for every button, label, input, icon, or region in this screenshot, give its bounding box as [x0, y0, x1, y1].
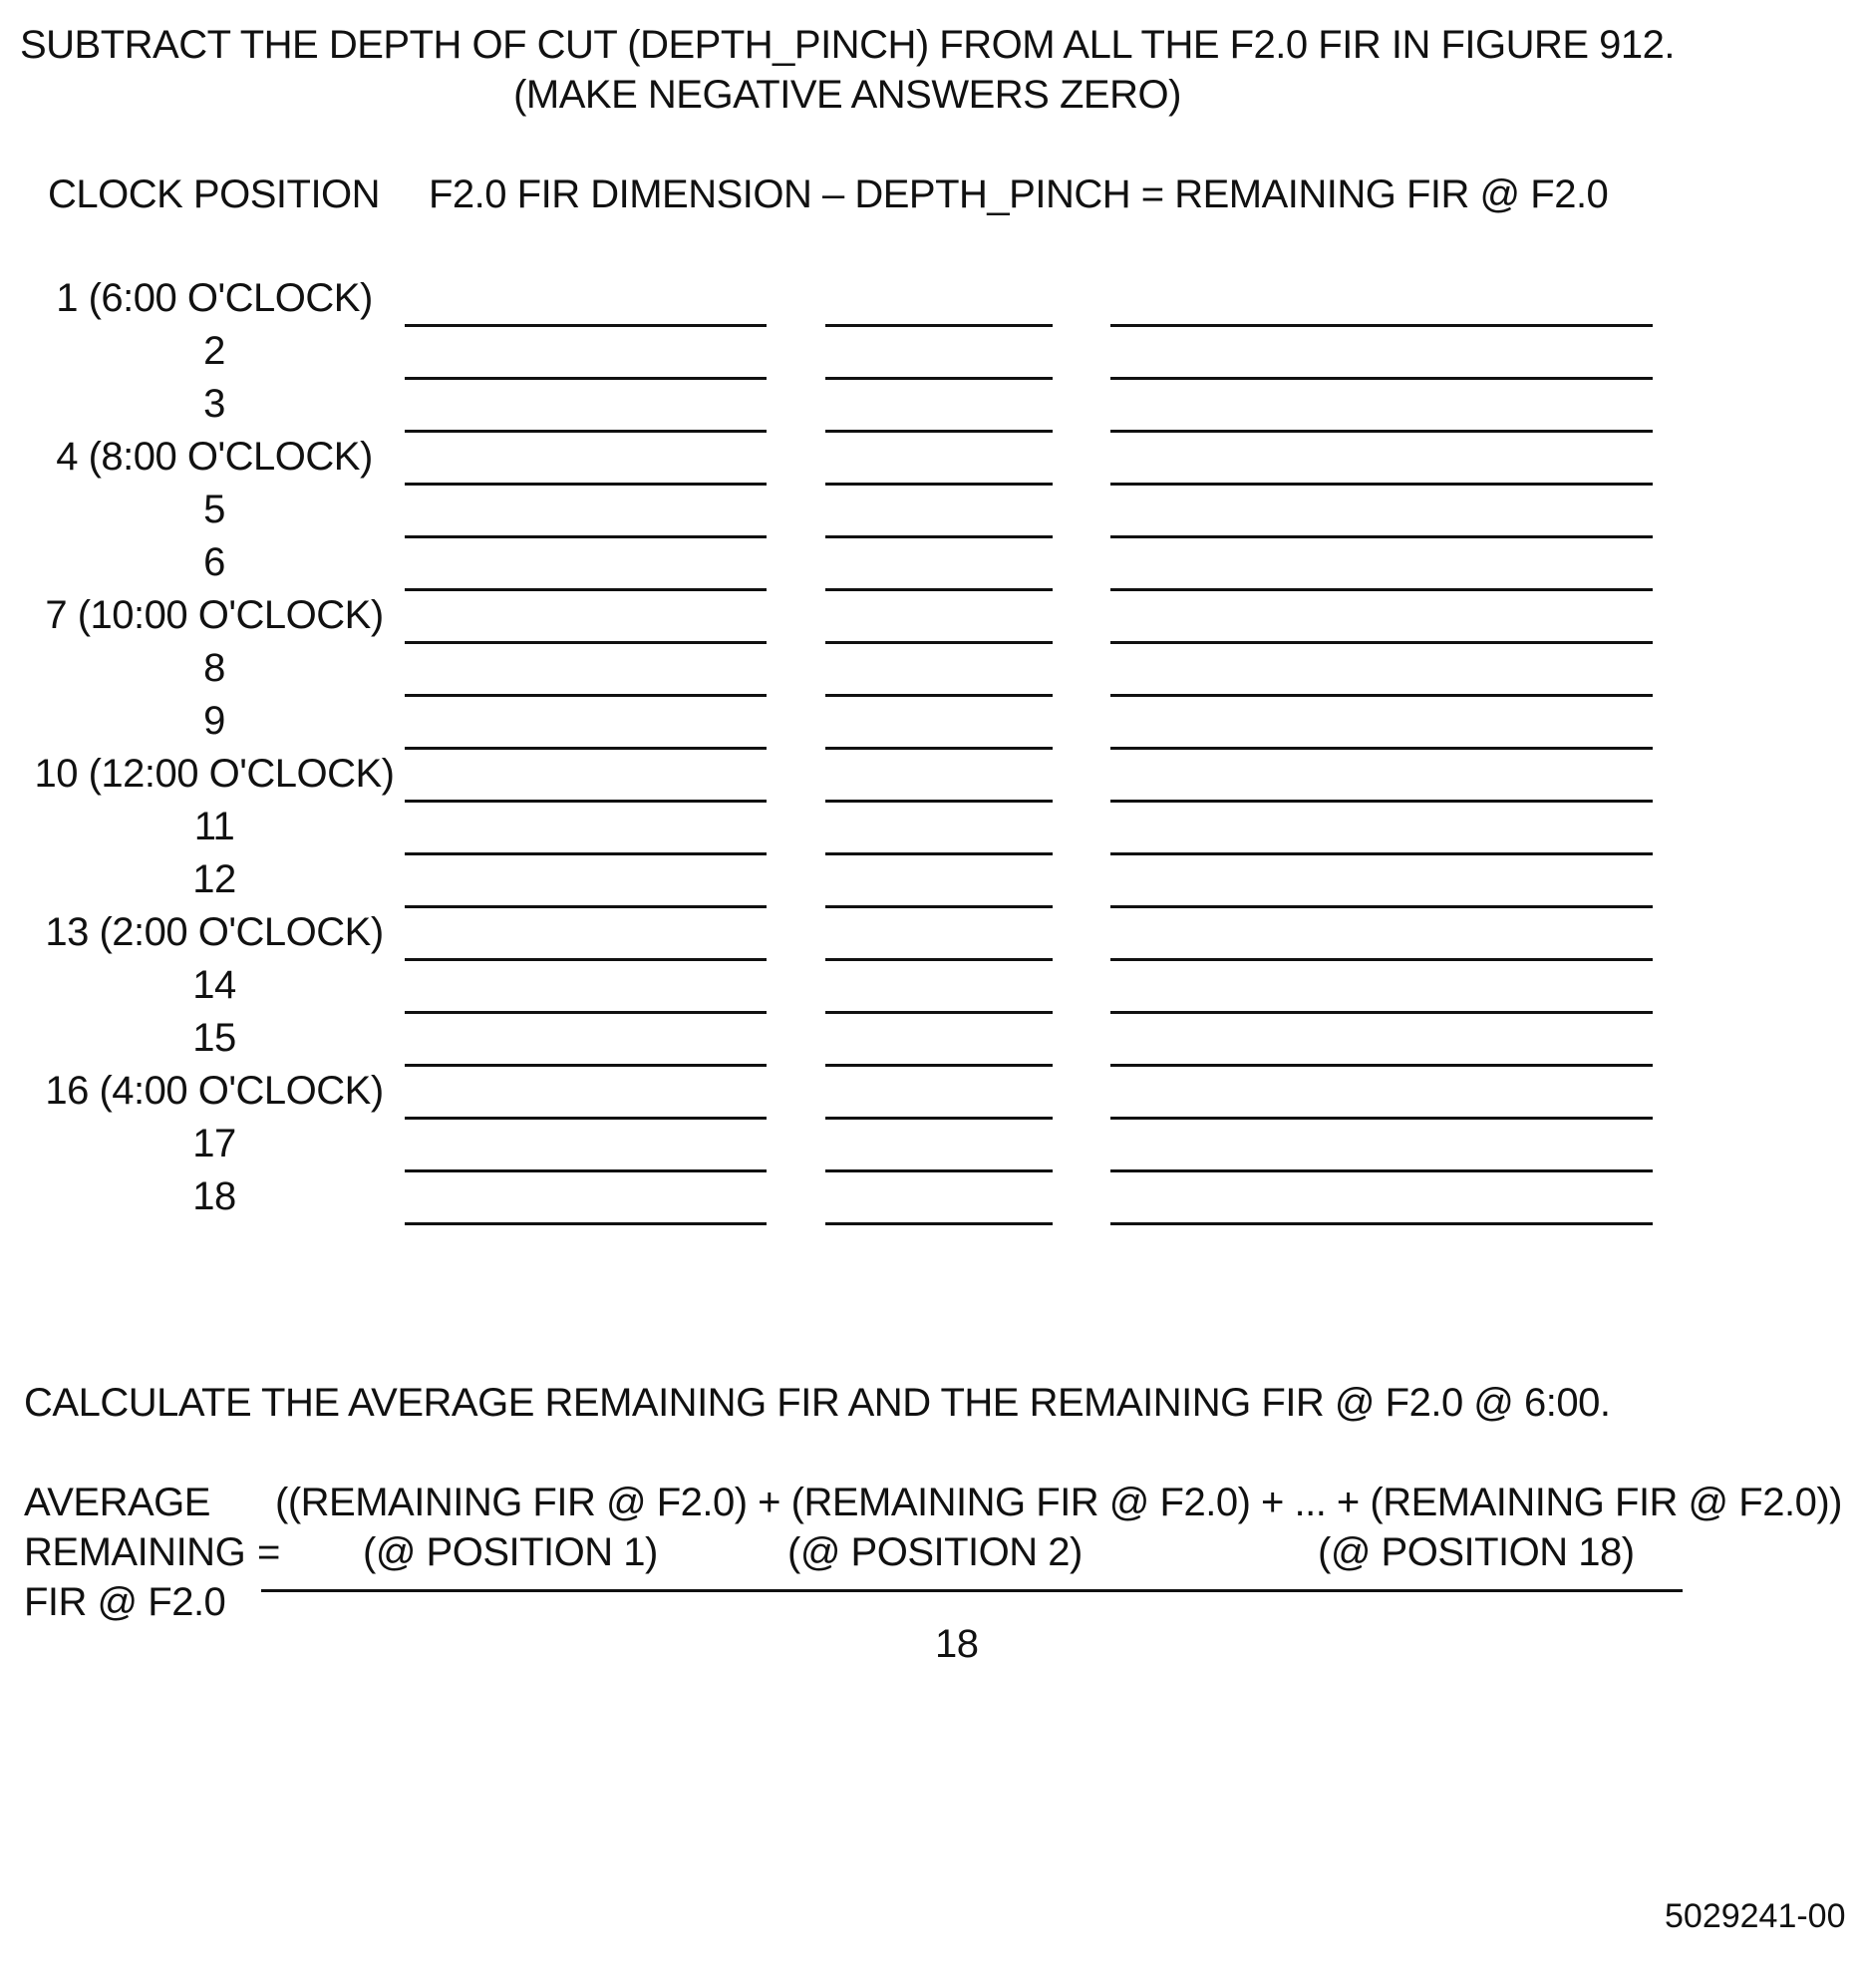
- formula-numerator: ((REMAINING FIR @ F2.0) + (REMAINING FIR @ F2.0) + ... + (REMAINING FIR @ F2.0)): [275, 1481, 1842, 1524]
- clock-position-label: 7 (10:00 O'CLOCK): [45, 593, 384, 637]
- fir-dimension-blank[interactable]: [405, 483, 767, 486]
- fir-dimension-blank[interactable]: [405, 1222, 767, 1225]
- fir-dimension-blank[interactable]: [405, 430, 767, 433]
- fir-dimension-blank[interactable]: [405, 641, 767, 644]
- fir-dimension-blank[interactable]: [405, 1064, 767, 1067]
- remaining-fir-blank[interactable]: [1110, 324, 1653, 327]
- remaining-fir-blank[interactable]: [1110, 1117, 1653, 1120]
- fraction-bar: [261, 1589, 1683, 1592]
- remaining-fir-blank[interactable]: [1110, 1169, 1653, 1172]
- instructions-block: [0, 20, 1695, 120]
- formula-label-line2: REMAINING: [24, 1530, 246, 1574]
- remaining-fir-blank[interactable]: [1110, 800, 1653, 803]
- clock-position-label: 9: [203, 699, 225, 743]
- clock-position-label: 5: [203, 488, 225, 531]
- clock-position-label: 13 (2:00 O'CLOCK): [45, 910, 384, 954]
- remaining-fir-blank[interactable]: [1110, 483, 1653, 486]
- depth-pinch-blank[interactable]: [825, 958, 1053, 961]
- position-1-note: (@ POSITION 1): [363, 1530, 658, 1574]
- remaining-fir-blank[interactable]: [1110, 694, 1653, 697]
- depth-pinch-blank[interactable]: [825, 694, 1053, 697]
- document-number: 5029241-00: [1665, 1897, 1846, 1935]
- fir-dimension-blank[interactable]: [405, 535, 767, 538]
- depth-pinch-blank[interactable]: [825, 535, 1053, 538]
- depth-pinch-blank[interactable]: [825, 1222, 1053, 1225]
- equals-sign: =: [257, 1530, 280, 1574]
- clock-position-header: CLOCK POSITION: [48, 172, 381, 216]
- clock-position-label: 2: [203, 329, 225, 373]
- clock-position-label: 16 (4:00 O'CLOCK): [45, 1069, 384, 1113]
- fir-dimension-blank[interactable]: [405, 694, 767, 697]
- instruction-note: (MAKE NEGATIVE ANSWERS ZERO): [513, 73, 1181, 117]
- fir-dimension-blank[interactable]: [405, 1169, 767, 1172]
- depth-pinch-blank[interactable]: [825, 430, 1053, 433]
- instruction-line: SUBTRACT THE DEPTH OF CUT (DEPTH_PINCH) FROM ALL THE F2.0 FIR IN FIGURE 912.: [19, 23, 1676, 67]
- remaining-fir-blank[interactable]: [1110, 535, 1653, 538]
- formula-denominator: 18: [935, 1622, 979, 1666]
- clock-position-label: 6: [203, 540, 225, 584]
- remaining-fir-blank[interactable]: [1110, 1011, 1653, 1014]
- depth-pinch-blank[interactable]: [825, 641, 1053, 644]
- remaining-fir-blank[interactable]: [1110, 641, 1653, 644]
- remaining-fir-blank[interactable]: [1110, 905, 1653, 908]
- clock-position-label: 17: [192, 1122, 236, 1165]
- depth-pinch-blank[interactable]: [825, 588, 1053, 591]
- clock-position-label: 10 (12:00 O'CLOCK): [34, 752, 395, 796]
- remaining-fir-blank[interactable]: [1110, 1064, 1653, 1067]
- fir-dimension-blank[interactable]: [405, 377, 767, 380]
- calculation-instruction: CALCULATE THE AVERAGE REMAINING FIR AND THE REMAINING FIR @ F2.0 @ 6:00.: [24, 1381, 1611, 1425]
- fir-dimension-blank[interactable]: [405, 958, 767, 961]
- depth-pinch-blank[interactable]: [825, 800, 1053, 803]
- depth-pinch-blank[interactable]: [825, 1169, 1053, 1172]
- depth-pinch-blank[interactable]: [825, 377, 1053, 380]
- position-2-note: (@ POSITION 2): [787, 1530, 1083, 1574]
- fir-dimension-blank[interactable]: [405, 1117, 767, 1120]
- remaining-fir-blank[interactable]: [1110, 377, 1653, 380]
- depth-pinch-blank[interactable]: [825, 483, 1053, 486]
- remaining-fir-blank[interactable]: [1110, 747, 1653, 750]
- remaining-fir-blank[interactable]: [1110, 852, 1653, 855]
- fir-dimension-blank[interactable]: [405, 588, 767, 591]
- clock-position-label: 12: [192, 857, 236, 901]
- clock-position-label: 15: [192, 1016, 236, 1060]
- clock-position-label: 4 (8:00 O'CLOCK): [56, 435, 373, 479]
- depth-pinch-blank[interactable]: [825, 1117, 1053, 1120]
- depth-pinch-blank[interactable]: [825, 852, 1053, 855]
- clock-position-label: 3: [203, 382, 225, 426]
- fir-dimension-blank[interactable]: [405, 324, 767, 327]
- fir-dimension-blank[interactable]: [405, 852, 767, 855]
- depth-pinch-blank[interactable]: [825, 905, 1053, 908]
- clock-position-label: 14: [192, 963, 236, 1007]
- clock-position-label: 18: [192, 1174, 236, 1218]
- depth-pinch-blank[interactable]: [825, 1064, 1053, 1067]
- formula-label-line3: FIR @ F2.0: [24, 1580, 226, 1624]
- remaining-fir-blank[interactable]: [1110, 430, 1653, 433]
- position-18-note: (@ POSITION 18): [1318, 1530, 1635, 1574]
- remaining-fir-blank[interactable]: [1110, 958, 1653, 961]
- fir-dimension-blank[interactable]: [405, 747, 767, 750]
- clock-position-label: 11: [193, 805, 235, 848]
- depth-pinch-blank[interactable]: [825, 1011, 1053, 1014]
- fir-dimension-blank[interactable]: [405, 800, 767, 803]
- fir-dimension-blank[interactable]: [405, 1011, 767, 1014]
- clock-position-label: 8: [203, 646, 225, 690]
- remaining-fir-blank[interactable]: [1110, 1222, 1653, 1225]
- depth-pinch-blank[interactable]: [825, 324, 1053, 327]
- clock-position-label: 1 (6:00 O'CLOCK): [56, 276, 373, 320]
- depth-pinch-blank[interactable]: [825, 747, 1053, 750]
- formula-label-line1: AVERAGE: [24, 1481, 210, 1524]
- fir-dimension-blank[interactable]: [405, 905, 767, 908]
- remaining-fir-blank[interactable]: [1110, 588, 1653, 591]
- equation-header: F2.0 FIR DIMENSION – DEPTH_PINCH = REMAINING FIR @ F2.0: [429, 172, 1609, 216]
